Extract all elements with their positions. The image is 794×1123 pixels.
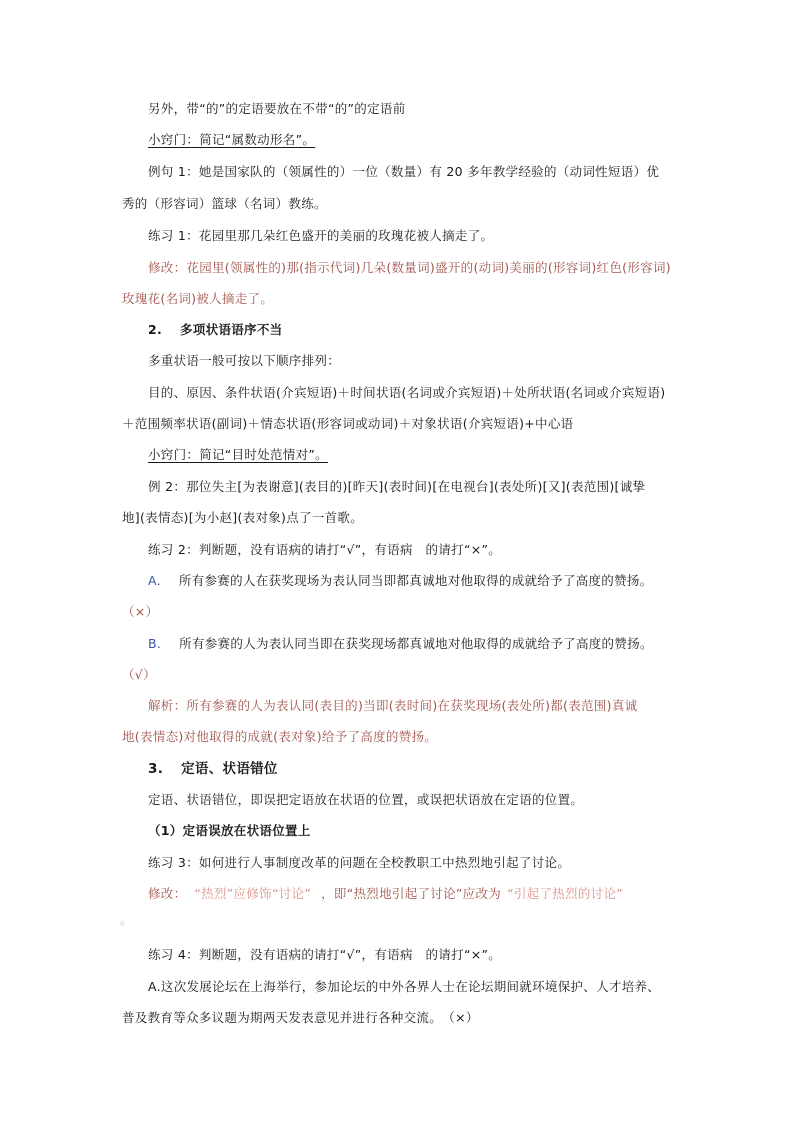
example-2-line-2: 地](表情态)[为小赵](表对象)点了一首歌。: [122, 510, 364, 525]
correction-label: 修改：: [148, 260, 187, 275]
misplacement-definition: 定语、状语错位，即误把定语放在状语的位置，或误把状语放在定语的位置。: [148, 792, 584, 807]
subsection-1-heading: （1）定语误放在状语位置上: [148, 823, 311, 838]
exercise-1: 练习 1：花园里那几朵红色盛开的美丽的玫瑰花被人摘走了。: [148, 228, 494, 243]
option-text: 所有参赛的人为表认同当即在获奖现场都真诚地对他取得的成就给予了高度的赞扬。: [179, 636, 653, 651]
adverbial-order-intro: 多重状语一般可按以下顺序排列：: [148, 353, 341, 368]
tip-mnemonic-attribute: 小窍门：简记“属数动形名”。: [148, 132, 316, 147]
section-3-heading: [148, 760, 278, 778]
exercise-3-correction-end: 。: [120, 912, 133, 927]
tip-mnemonic-adverbial: 小窍门：简记“目时处范情对”。: [148, 447, 328, 462]
paragraph-attribute-order-note: 另外，带“的”的定语要放在不带“的”的定语前: [148, 101, 406, 116]
example-2-line-1: 例 2：那位失主[为表谢意](表目的)[昨天](表时间)[在电视台](表处所)[又](表范围)[诚挚: [148, 479, 646, 494]
example-1-line-2: 秀的（形容词）篮球（名词）教练。: [122, 196, 327, 211]
exercise-2-analysis-line-2: 地(表情态)对他取得的成就(表对象)给予了高度的赞扬。: [122, 729, 438, 744]
exercise-4-option-a-line-1: A.这次发展论坛在上海举行，参加论坛的中外各界人士在论坛期间就环境保护、人才培养、: [148, 979, 661, 994]
exercise-2-analysis-line-1: 解析：所有参赛的人为表认同(表目的)当即(表时间)在获奖现场(表处所)都(表范围)真诚: [148, 698, 638, 713]
exercise-2: 练习 2：判断题，没有语病的请打“√”，有语病 的请打“×”。: [148, 542, 502, 557]
section-number: 3.: [148, 761, 164, 777]
option-a-answer: （×）: [122, 604, 159, 619]
option-text: 所有参赛的人在获奖现场为表认同当即都真诚地对他取得的成就给予了高度的赞扬。: [178, 573, 653, 588]
correction-label: 修改：: [148, 886, 187, 901]
section-title: 定语、状语错位: [181, 761, 278, 777]
section-2-heading: [148, 321, 282, 339]
exercise-1-correction: [148, 259, 671, 277]
correction-text: 花园里(领属性的)那(指示代词)几朵(数量词)盛开的(动词)美丽的(形容词)红色(形容词): [186, 260, 671, 275]
exercise-2-option-b: [148, 635, 653, 653]
correction-part-a: “热烈”应修饰“讨论”: [194, 886, 312, 901]
exercise-1-correction-line-2: 玫瑰花(名词)被人摘走了。: [122, 291, 274, 306]
exercise-3: 练习 3：如何进行人事制度改革的问题在全校教职工中热烈地引起了讨论。: [148, 855, 571, 870]
option-letter: B.: [148, 636, 162, 651]
correction-part-c: “引起了热烈的讨论”: [507, 886, 624, 901]
exercise-4: 练习 4：判断题，没有语病的请打“√”，有语病 的请打“×”。: [148, 947, 502, 962]
section-number: 2.: [148, 322, 163, 337]
section-title: 多项状语语序不当: [180, 322, 283, 337]
option-letter: A.: [148, 573, 161, 588]
correction-part-b: ，即“热烈地引起了讨论”应改为: [321, 886, 502, 901]
exercise-3-correction: [148, 885, 623, 903]
option-b-answer: （√）: [122, 667, 156, 682]
adverbial-order-line-1: 目的、原因、条件状语(介宾短语)＋时间状语(名词或介宾短语)＋处所状语(名词或介宾短语): [148, 385, 666, 400]
example-1-line-1: 例句 1：她是国家队的（领属性的）一位（数量）有 20 多年教学经验的（动词性短语）优: [148, 164, 660, 179]
exercise-2-option-a: [148, 572, 653, 590]
adverbial-order-line-2: ＋范围频率状语(副词)＋情态状语(形容词或动词)＋对象状语(介宾短语)+中心语: [122, 416, 574, 431]
exercise-4-option-a-line-2: 普及教育等众多议题为期两天发表意见并进行各种交流。 （×）: [122, 1010, 479, 1025]
